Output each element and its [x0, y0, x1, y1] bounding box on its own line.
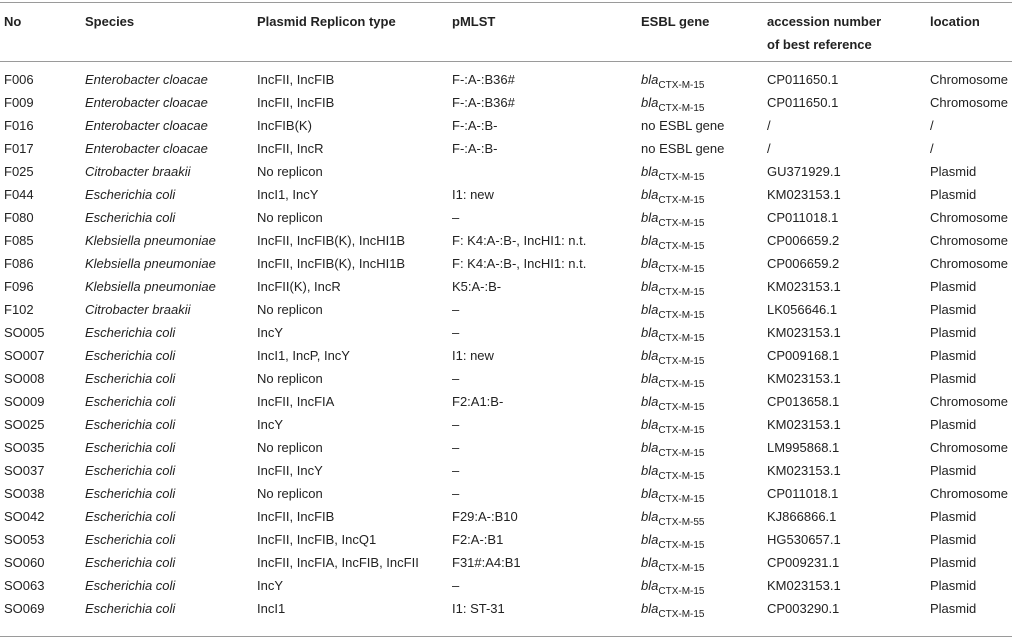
row-pmlst: F: K4:A-:B-, IncHI1: n.t.	[452, 233, 587, 248]
row-no: SO035	[4, 440, 45, 455]
table-header-rule	[0, 61, 1012, 62]
row-replicon: No replicon	[257, 486, 323, 501]
row-replicon: IncFII, IncFIB	[257, 95, 335, 110]
gene-name: bla	[641, 440, 659, 455]
row-replicon: IncFII, IncFIA, IncFIB, IncFII	[257, 555, 419, 570]
row-esbl-gene	[641, 482, 759, 507]
gene-name: bla	[641, 532, 659, 547]
row-species: Escherichia coli	[85, 187, 176, 202]
row-species: Klebsiella pneumoniae	[85, 279, 216, 294]
row-location: Plasmid	[930, 601, 977, 616]
gene-name: bla	[641, 279, 659, 294]
table-row	[0, 275, 1012, 298]
row-accession: CP011018.1	[767, 210, 839, 225]
header-accession	[767, 10, 925, 56]
gene-name: bla	[641, 210, 659, 225]
row-species: Escherichia coli	[85, 532, 176, 547]
gene-name: bla	[641, 486, 659, 501]
row-species: Enterobacter cloacae	[85, 72, 208, 87]
row-replicon: No replicon	[257, 371, 323, 386]
row-pmlst: –	[452, 302, 460, 317]
row-esbl-gene	[641, 183, 759, 208]
row-accession: HG530657.1	[767, 532, 841, 547]
row-pmlst: –	[452, 486, 460, 501]
row-accession: CP011650.1	[767, 72, 839, 87]
row-species: Escherichia coli	[85, 210, 176, 225]
row-replicon: IncFII, IncFIB, IncQ1	[257, 532, 377, 547]
table-row	[0, 68, 1012, 91]
row-species: Escherichia coli	[85, 325, 176, 340]
row-replicon: IncFIB(K)	[257, 118, 312, 133]
row-accession: CP011018.1	[767, 486, 839, 501]
row-location: Plasmid	[930, 509, 977, 524]
row-species: Enterobacter cloacae	[85, 118, 208, 133]
gene-variant: CTX-M-15	[658, 379, 705, 390]
gene-name: bla	[641, 233, 659, 248]
header-replicon: Plasmid Replicon type	[257, 14, 396, 29]
row-replicon: IncY	[257, 578, 284, 593]
gene-name: bla	[641, 578, 659, 593]
row-esbl-gene	[641, 91, 759, 116]
row-location: Plasmid	[930, 417, 977, 432]
row-replicon: IncFII, IncFIB(K), IncHI1B	[257, 233, 406, 248]
gene-variant: CTX-M-15	[658, 80, 705, 91]
row-replicon: No replicon	[257, 302, 323, 317]
row-accession: LM995868.1	[767, 440, 840, 455]
gene-name: bla	[641, 509, 659, 524]
row-location: Plasmid	[930, 302, 977, 317]
row-accession: KM023153.1	[767, 463, 841, 478]
row-replicon: IncFII, IncFIB	[257, 509, 335, 524]
gene-name: bla	[641, 463, 659, 478]
row-species: Escherichia coli	[85, 394, 176, 409]
row-replicon: IncFII, IncR	[257, 141, 324, 156]
row-location: Chromosome	[930, 72, 1009, 87]
row-no: F016	[4, 118, 34, 133]
gene-name: bla	[641, 164, 659, 179]
row-esbl-gene	[641, 505, 759, 530]
row-replicon: IncY	[257, 417, 284, 432]
row-replicon: No replicon	[257, 164, 323, 179]
table-row	[0, 551, 1012, 574]
row-esbl-gene	[641, 413, 759, 438]
gene-variant: CTX-M-15	[658, 563, 705, 574]
table-row	[0, 137, 1012, 160]
row-accession: CP013658.1	[767, 394, 840, 409]
row-pmlst: –	[452, 578, 460, 593]
row-esbl-gene	[641, 298, 759, 323]
row-esbl-gene	[641, 68, 759, 93]
row-location: Plasmid	[930, 164, 977, 179]
row-esbl-gene	[641, 344, 759, 369]
row-species: Escherichia coli	[85, 348, 176, 363]
row-location: Plasmid	[930, 555, 977, 570]
row-species: Citrobacter braakii	[85, 164, 191, 179]
table-top-rule	[0, 2, 1012, 3]
no-esbl-text: no ESBL gene	[641, 141, 725, 156]
gene-variant: CTX-M-15	[658, 609, 705, 620]
row-accession: KM023153.1	[767, 325, 841, 340]
row-location: Plasmid	[930, 187, 977, 202]
row-no: SO037	[4, 463, 45, 478]
row-location: Chromosome	[930, 486, 1009, 501]
row-no: SO007	[4, 348, 45, 363]
gene-name: bla	[641, 302, 659, 317]
row-no: SO042	[4, 509, 45, 524]
table-bottom-rule	[0, 636, 1012, 637]
table-row	[0, 206, 1012, 229]
table-row	[0, 344, 1012, 367]
row-pmlst: K5:A-:B-	[452, 279, 502, 294]
row-accession: CP006659.2	[767, 233, 840, 248]
row-pmlst: F-:A-:B-	[452, 118, 498, 133]
table-row	[0, 160, 1012, 183]
row-species: Escherichia coli	[85, 601, 176, 616]
row-species: Escherichia coli	[85, 486, 176, 501]
row-location: Chromosome	[930, 394, 1009, 409]
row-esbl-gene	[641, 459, 759, 484]
gene-variant: CTX-M-15	[658, 241, 705, 252]
row-pmlst: I1: new	[452, 187, 494, 202]
row-pmlst: –	[452, 440, 460, 455]
row-accession: CP009231.1	[767, 555, 840, 570]
row-species: Escherichia coli	[85, 578, 176, 593]
gene-name: bla	[641, 601, 659, 616]
row-replicon: IncI1, IncY	[257, 187, 319, 202]
row-location: Chromosome	[930, 440, 1009, 455]
row-esbl-gene	[641, 390, 759, 415]
table-row	[0, 367, 1012, 390]
row-esbl-gene	[641, 436, 759, 461]
table-row	[0, 574, 1012, 597]
table-row	[0, 413, 1012, 436]
row-no: F044	[4, 187, 34, 202]
row-replicon: No replicon	[257, 440, 323, 455]
gene-name: bla	[641, 371, 659, 386]
header-accession-line1: accession number	[767, 14, 882, 29]
row-replicon: IncFII(K), IncR	[257, 279, 341, 294]
row-location: Chromosome	[930, 95, 1009, 110]
row-replicon: IncFII, IncFIB(K), IncHI1B	[257, 256, 406, 271]
row-replicon: IncFII, IncFIB	[257, 72, 335, 87]
row-replicon: IncI1, IncP, IncY	[257, 348, 350, 363]
row-location: Plasmid	[930, 532, 977, 547]
row-accession: GU371929.1	[767, 164, 841, 179]
gene-variant: CTX-M-15	[658, 540, 705, 551]
row-no: SO025	[4, 417, 45, 432]
row-location: Plasmid	[930, 325, 977, 340]
row-location: Plasmid	[930, 279, 977, 294]
row-accession: CP009168.1	[767, 348, 840, 363]
gene-variant: CTX-M-15	[658, 264, 705, 275]
row-species: Klebsiella pneumoniae	[85, 256, 216, 271]
table-row	[0, 505, 1012, 528]
gene-variant: CTX-M-15	[658, 103, 705, 114]
row-pmlst: F-:A-:B36#	[452, 95, 515, 110]
row-no: SO005	[4, 325, 45, 340]
row-esbl-gene	[641, 160, 759, 185]
gene-variant: CTX-M-15	[658, 172, 705, 183]
row-esbl-gene	[641, 137, 759, 160]
row-pmlst: I1: ST-31	[452, 601, 505, 616]
row-replicon: No replicon	[257, 210, 323, 225]
gene-variant: CTX-M-15	[658, 494, 705, 505]
header-species: Species	[85, 14, 135, 29]
row-replicon: IncI1	[257, 601, 286, 616]
row-pmlst: I1: new	[452, 348, 494, 363]
row-accession: KJ866866.1	[767, 509, 837, 524]
row-no: F085	[4, 233, 34, 248]
row-no: F006	[4, 72, 34, 87]
gene-variant: CTX-M-15	[658, 195, 705, 206]
row-esbl-gene	[641, 114, 759, 137]
gene-variant: CTX-M-15	[658, 448, 705, 459]
row-pmlst: F31#:A4:B1	[452, 555, 521, 570]
row-replicon: IncY	[257, 325, 284, 340]
row-species: Enterobacter cloacae	[85, 95, 208, 110]
row-pmlst: F29:A-:B10	[452, 509, 518, 524]
row-pmlst: F-:A-:B36#	[452, 72, 515, 87]
row-no: SO063	[4, 578, 45, 593]
row-accession: KM023153.1	[767, 187, 841, 202]
row-pmlst: –	[452, 210, 460, 225]
gene-variant: CTX-M-15	[658, 333, 705, 344]
row-no: F080	[4, 210, 34, 225]
row-pmlst: F: K4:A-:B-, IncHI1: n.t.	[452, 256, 587, 271]
gene-variant: CTX-M-15	[658, 287, 705, 298]
row-species: Escherichia coli	[85, 509, 176, 524]
table-row	[0, 114, 1012, 137]
row-no: F102	[4, 302, 34, 317]
row-no: SO009	[4, 394, 45, 409]
table-body	[0, 68, 1012, 620]
row-replicon: IncFII, IncFIA	[257, 394, 335, 409]
row-esbl-gene	[641, 551, 759, 576]
table-row	[0, 229, 1012, 252]
row-accession: CP006659.2	[767, 256, 840, 271]
table-row	[0, 482, 1012, 505]
gene-variant: CTX-M-15	[658, 471, 705, 482]
row-esbl-gene	[641, 229, 759, 254]
row-location: /	[930, 118, 934, 133]
row-esbl-gene	[641, 597, 759, 622]
gene-name: bla	[641, 325, 659, 340]
table-row	[0, 528, 1012, 551]
row-pmlst: –	[452, 325, 460, 340]
gene-variant: CTX-M-15	[658, 402, 705, 413]
row-pmlst: –	[452, 371, 460, 386]
header-accession-line2: of best reference	[767, 37, 872, 52]
gene-variant: CTX-M-15	[658, 356, 705, 367]
table-header	[0, 6, 1012, 58]
row-no: SO008	[4, 371, 45, 386]
row-esbl-gene	[641, 275, 759, 300]
row-esbl-gene	[641, 206, 759, 231]
row-replicon: IncFII, IncY	[257, 463, 323, 478]
row-no: F086	[4, 256, 34, 271]
row-no: F025	[4, 164, 34, 179]
row-no: SO069	[4, 601, 45, 616]
gene-name: bla	[641, 187, 659, 202]
row-accession: KM023153.1	[767, 279, 841, 294]
table-row	[0, 597, 1012, 620]
row-accession: CP003290.1	[767, 601, 840, 616]
row-location: Plasmid	[930, 371, 977, 386]
row-esbl-gene	[641, 321, 759, 346]
gene-name: bla	[641, 555, 659, 570]
row-pmlst: –	[452, 463, 460, 478]
row-pmlst: –	[452, 417, 460, 432]
table-row	[0, 390, 1012, 413]
table-row	[0, 183, 1012, 206]
no-esbl-text: no ESBL gene	[641, 118, 725, 133]
row-species: Escherichia coli	[85, 555, 176, 570]
row-esbl-gene	[641, 367, 759, 392]
gene-name: bla	[641, 95, 659, 110]
row-species: Enterobacter cloacae	[85, 141, 208, 156]
row-location: /	[930, 141, 934, 156]
row-accession: CP011650.1	[767, 95, 839, 110]
row-esbl-gene	[641, 252, 759, 277]
row-species: Escherichia coli	[85, 371, 176, 386]
table-row	[0, 91, 1012, 114]
row-species: Citrobacter braakii	[85, 302, 191, 317]
row-no: SO053	[4, 532, 45, 547]
row-location: Chromosome	[930, 256, 1009, 271]
gene-name: bla	[641, 394, 659, 409]
row-accession: /	[767, 118, 771, 133]
row-species: Klebsiella pneumoniae	[85, 233, 216, 248]
row-pmlst: F-:A-:B-	[452, 141, 498, 156]
row-location: Plasmid	[930, 578, 977, 593]
gene-variant: CTX-M-15	[658, 310, 705, 321]
row-no: SO060	[4, 555, 45, 570]
gene-variant: CTX-M-55	[658, 517, 705, 528]
table-row	[0, 321, 1012, 344]
header-esbl: ESBL gene	[641, 14, 710, 29]
header-no: No	[4, 14, 22, 29]
header-pmlst: pMLST	[452, 14, 496, 29]
row-accession: /	[767, 141, 771, 156]
row-esbl-gene	[641, 528, 759, 553]
row-location: Plasmid	[930, 463, 977, 478]
row-pmlst: F2:A1:B-	[452, 394, 504, 409]
gene-variant: CTX-M-15	[658, 586, 705, 597]
gene-name: bla	[641, 417, 659, 432]
row-esbl-gene	[641, 574, 759, 599]
row-no: F017	[4, 141, 34, 156]
row-species: Escherichia coli	[85, 417, 176, 432]
row-location: Chromosome	[930, 210, 1009, 225]
gene-name: bla	[641, 256, 659, 271]
gene-name: bla	[641, 348, 659, 363]
row-location: Plasmid	[930, 348, 977, 363]
gene-variant: CTX-M-15	[658, 425, 705, 436]
gene-name: bla	[641, 72, 659, 87]
row-species: Escherichia coli	[85, 440, 176, 455]
row-location: Chromosome	[930, 233, 1009, 248]
table-row	[0, 436, 1012, 459]
gene-variant: CTX-M-15	[658, 218, 705, 229]
row-no: SO038	[4, 486, 45, 501]
table-row	[0, 252, 1012, 275]
row-species: Escherichia coli	[85, 463, 176, 478]
row-no: F096	[4, 279, 34, 294]
table-row	[0, 459, 1012, 482]
row-pmlst: F2:A-:B1	[452, 532, 504, 547]
row-no: F009	[4, 95, 34, 110]
row-accession: LK056646.1	[767, 302, 838, 317]
row-accession: KM023153.1	[767, 578, 841, 593]
row-accession: KM023153.1	[767, 371, 841, 386]
row-accession: KM023153.1	[767, 417, 841, 432]
table-row	[0, 298, 1012, 321]
header-location: location	[930, 14, 980, 29]
